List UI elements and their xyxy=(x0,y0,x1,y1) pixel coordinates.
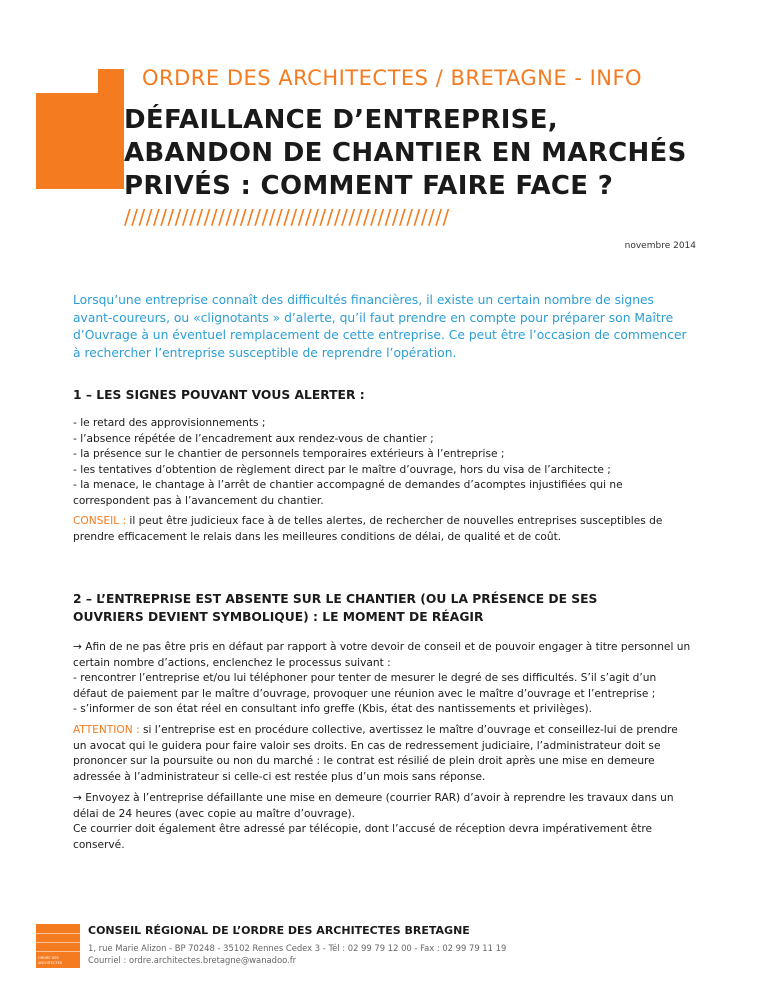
attention-paragraph xyxy=(73,723,693,785)
order-logo xyxy=(36,924,80,968)
slash-divider: ///////////////////////////////////////////// xyxy=(124,205,450,229)
notice-paragraph xyxy=(73,791,693,853)
logo-text: ORDRE DES xyxy=(38,956,59,960)
intro-paragraph: Lorsqu’une entreprise connaît des difficultés financières, il existe un certain nombre de signes avant-coureurs, ou «clignotants » d’alerte, qu’il faut prendre en compte pour préparer son Maître d’Ouvrage à un éventuel remplacement de cette entreprise. Ce peut être l’occasion de commencer à rechercher l’entreprise susceptible de reprendre l’opération. xyxy=(73,293,687,360)
header-kicker: ORDRE DES ARCHITECTES / BRETAGNE - INFO xyxy=(142,66,643,90)
list-item: - rencontrer l’entreprise et/ou lui téléphoner pour tenter de mesurer le degré de ses difficultés. S’il s’agit d’un défaut de paiement par le maître d’ouvrage, provoquer une réunion avec le maître d’ouvrage et l’entreprise ; xyxy=(73,672,657,700)
title-line: ABANDON DE CHANTIER EN MARCHÉS xyxy=(124,138,687,168)
list-item: - la menace, le chantage à l’arrêt de chantier accompagné de demandes d’acomptes injustifiées qui ne correspondent pas à l’avancement du chantier. xyxy=(73,479,623,507)
section-2-actions xyxy=(73,640,693,718)
publication-date: novembre 2014 xyxy=(624,241,696,251)
footer-org-name: CONSEIL RÉGIONAL DE L’ORDRE DES ARCHITECTES BRETAGNE xyxy=(88,924,470,937)
footer-contact xyxy=(88,942,506,966)
title-line: PRIVÉS : COMMENT FAIRE FACE ? xyxy=(124,171,614,201)
attention-text: si l’entreprise est en procédure collective, avertissez le maître d’ouvrage et conseillez-lui de prendre un avocat qui le guidera pour faire valoir ses droits. En cas de redressement judiciaire, l’administrateur doit se prononcer sur la poursuite ou non du marché : le contrat est résilié de plein droit après une mise en demeure adressée à l’administrateur si celle-ci est restée plus d’un mois sans réponse. xyxy=(73,724,678,783)
section-2-title xyxy=(73,590,693,626)
list-item: - le retard des approvisionnements ; xyxy=(73,417,266,429)
advice-label: CONSEIL : xyxy=(73,515,127,527)
header-block-notch xyxy=(36,69,98,93)
section-1-title: 1 – LES SIGNES POUVANT VOUS ALERTER : xyxy=(73,388,365,402)
title-line: DÉFAILLANCE D’ENTREPRISE, xyxy=(124,105,558,135)
action-intro: → Afin de ne pas être pris en défaut par rapport à votre devoir de conseil et de pouvoir engager à titre personnel un certain nombre d’actions, enclenchez le processus suivant : xyxy=(73,641,691,669)
list-item: - l’absence répétée de l’encadrement aux rendez-vous de chantier ; xyxy=(73,432,434,445)
attention-label: ATTENTION : xyxy=(73,724,140,736)
section-1-list xyxy=(73,416,693,510)
notice-text: → Envoyez à l’entreprise défaillante une mise en demeure (courrier RAR) d’avoir à reprendre les travaux dans un délai de 24 heures (avec copie au maître d’ouvrage). xyxy=(73,792,674,820)
list-item: - les tentatives d’obtention de règlement direct par le maître d’ouvrage, hors du visa de l’architecte ; xyxy=(73,463,611,476)
advice-text: il peut être judicieux face à de telles alertes, de rechercher de nouvelles entreprises susceptibles de prendre efficacement le relais dans les meilleures conditions de délai, de qualité et de coût. xyxy=(73,515,663,543)
notice-fax-text: Ce courrier doit également être adressé par télécopie, dont l’accusé de réception devra impérativement être conservé. xyxy=(73,823,653,851)
logo-text: ARCHITECTES xyxy=(38,960,63,965)
footer-address: 1, rue Marie Alizon - BP 70248 - 35102 Rennes Cedex 3 - Tél : 02 99 79 12 00 - Fax : 02 99 79 11 19 xyxy=(88,943,507,953)
section-2-title-line: 2 – L’ENTREPRISE EST ABSENTE SUR LE CHANTIER (OU LA PRÉSENCE DE SES xyxy=(73,592,598,606)
footer-email: Courriel : ordre.architectes.bretagne@wanadoo.fr xyxy=(88,955,297,965)
page-title xyxy=(124,104,687,203)
list-item: - la présence sur le chantier de personnels temporaires extérieurs à l’entreprise ; xyxy=(73,448,505,461)
list-item: - s’informer de son état réel en consultant info greffe (Kbis, état des nantissements et privilèges). xyxy=(73,703,592,716)
section-2-title-line: OUVRIERS DEVIENT SYMBOLIQUE) : LE MOMENT DE RÉAGIR xyxy=(73,610,484,624)
advice-paragraph xyxy=(73,514,693,545)
